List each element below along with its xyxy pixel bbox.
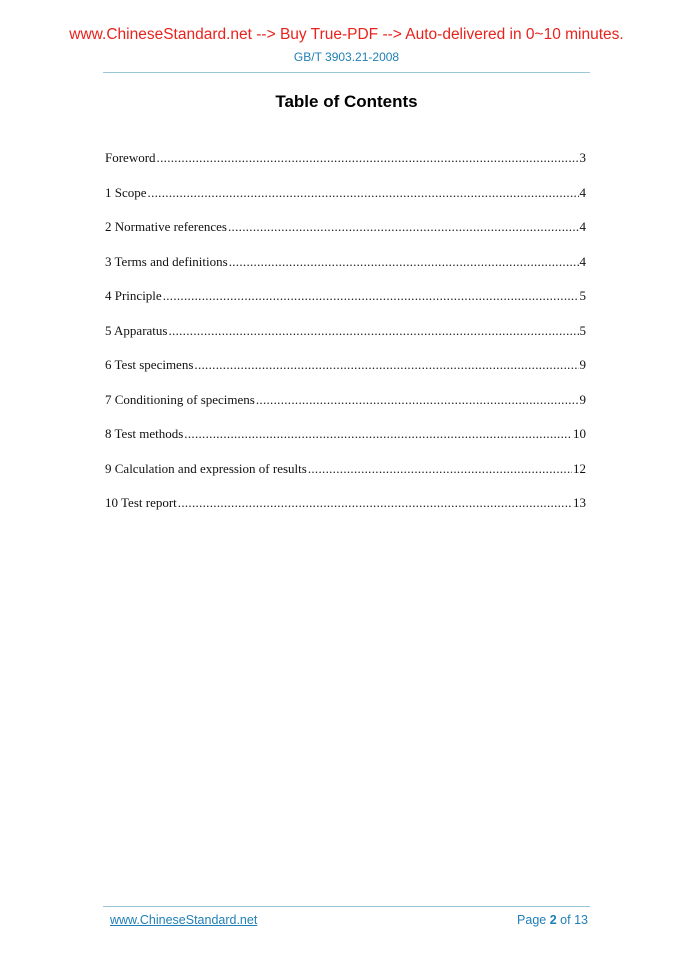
toc-entry-test-specimens[interactable]	[105, 357, 586, 392]
toc-entry-label: 2 Normative references	[105, 219, 227, 234]
toc-entry-page: 9	[579, 391, 586, 407]
toc-entry-page: 9	[579, 357, 586, 372]
toc-entry-label: 1 Scope	[105, 184, 147, 200]
toc-entry-label: Foreword	[105, 150, 156, 165]
toc-entry-label: 3 Terms and definitions	[105, 253, 228, 269]
toc-entry-foreword[interactable]	[105, 150, 586, 185]
toc-leader-dots	[256, 392, 579, 408]
page-indicator	[517, 913, 588, 927]
toc-entry-label: 9 Calculation and expression of results	[105, 460, 307, 476]
footer-divider	[103, 906, 590, 907]
table-of-contents	[105, 150, 586, 530]
toc-entry-page: 5	[579, 322, 586, 338]
toc-leader-dots	[308, 461, 572, 477]
toc-entry-label: 7 Conditioning of specimens	[105, 391, 255, 407]
toc-leader-dots	[194, 357, 578, 373]
toc-entry-page: 10	[573, 426, 586, 441]
toc-entry-page: 4	[579, 219, 586, 234]
toc-entry-label: 6 Test specimens	[105, 357, 194, 372]
toc-leader-dots	[168, 323, 578, 339]
toc-entry-page: 4	[579, 253, 586, 269]
toc-entry-page: 3	[579, 150, 586, 165]
page-total: 13	[574, 913, 588, 927]
toc-leader-dots	[184, 426, 572, 442]
toc-leader-dots	[163, 288, 579, 304]
toc-leader-dots	[228, 219, 579, 235]
toc-entry-label: 5 Apparatus	[105, 322, 168, 338]
toc-entry-label: 4 Principle	[105, 288, 162, 303]
page-prefix: Page	[517, 913, 547, 927]
toc-entry-apparatus[interactable]	[105, 323, 586, 358]
toc-entry-normative-references[interactable]	[105, 219, 586, 254]
toc-leader-dots	[148, 185, 579, 201]
header-divider	[103, 72, 590, 73]
toc-entry-label: 8 Test methods	[105, 426, 184, 441]
toc-entry-calculation-and-expression[interactable]	[105, 461, 586, 496]
toc-entry-test-report[interactable]	[105, 495, 586, 530]
toc-entry-terms-and-definitions[interactable]	[105, 254, 586, 289]
toc-leader-dots	[229, 254, 579, 270]
page-of: of	[560, 913, 571, 927]
toc-entry-page: 12	[573, 460, 586, 476]
footer-site-link[interactable]: www.ChineseStandard.net	[110, 913, 258, 927]
top-banner[interactable]: www.ChineseStandard.net --> Buy True-PDF --> Auto-delivered in 0~10 minutes.	[69, 26, 624, 43]
toc-entry-principle[interactable]	[105, 288, 586, 323]
toc-entry-page: 5	[579, 288, 586, 303]
toc-entry-page: 13	[573, 495, 586, 510]
toc-entry-conditioning-of-specimens[interactable]	[105, 392, 586, 427]
page-current: 2	[549, 913, 557, 927]
toc-entry-scope[interactable]	[105, 185, 586, 220]
toc-entry-label: 10 Test report	[105, 495, 177, 510]
toc-entry-test-methods[interactable]	[105, 426, 586, 461]
document-code: GB/T 3903.21-2008	[293, 50, 400, 64]
toc-title: Table of Contents	[275, 92, 418, 111]
toc-leader-dots	[178, 495, 572, 511]
toc-entry-page: 4	[579, 184, 586, 200]
toc-leader-dots	[157, 150, 579, 166]
